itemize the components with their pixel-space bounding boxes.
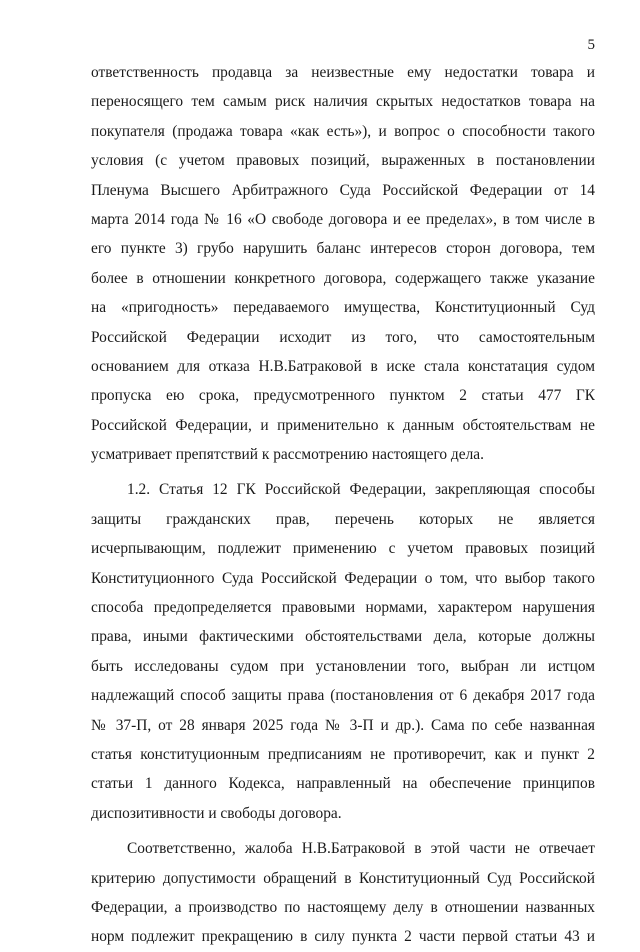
text-line: переносящего тем самым риск наличия скрытых недостатков товара на — [91, 93, 595, 111]
text-line: права, иными фактическими обстоятельствами дела, которые должны — [91, 628, 595, 646]
text-line: Российской Федерации, и применительно к данным обстоятельствам не — [91, 416, 595, 434]
text-line: его пункте 3) грубо нарушить баланс интересов сторон договора, тем — [91, 240, 595, 258]
text-line: статья конституционным предписаниям не противоречит, как и пункт 2 — [91, 745, 595, 763]
text-line: пропуска ею срока, предусмотренного пунктом 2 статьи 477 ГК — [91, 387, 595, 405]
text-line: основанием для отказа Н.В.Батраковой в иске стала констатация судом — [91, 357, 595, 375]
text-line: Российской Федерации исходит из того, что самостоятельным — [91, 328, 595, 346]
text-line: норм подлежит прекращению в силу пункта 2 части первой статьи 43 и — [91, 928, 595, 946]
text-line: условия (с учетом правовых позиций, выраженных в постановлении — [91, 152, 595, 170]
text-line: надлежащий способ защиты права (постановления от 6 декабря 2017 года — [91, 687, 595, 705]
text-line: критерию допустимости обращений в Конституционный Суд Российской — [91, 869, 595, 887]
paragraph — [91, 58, 595, 469]
document-body — [91, 58, 595, 952]
text-line: усматривает препятствий к рассмотрению настоящего дела. — [91, 446, 484, 464]
text-line: статьи 1 данного Кодекса, направленный на обеспечение принципов — [91, 775, 595, 793]
text-line: быть исследованы судом при установлении того, выбран ли истцом — [91, 657, 595, 675]
page-number: 5 — [587, 37, 595, 53]
text-line: Конституционного Суда Российской Федерации о том, что выбор такого — [91, 569, 595, 587]
paragraph — [91, 475, 595, 828]
text-line: более в отношении конкретного договора, содержащего также указание — [91, 269, 595, 287]
text-line: диспозитивности и свободы договора. — [91, 804, 342, 822]
text-line: покупателя (продажа товара «как есть»), и вопрос о способности такого — [91, 122, 595, 140]
text-line: ответственность продавца за неизвестные ему недостатки товара и — [91, 64, 595, 81]
text-line: исчерпывающим, подлежит применению с учетом правовых позиций — [91, 540, 595, 558]
text-line: 1.2. Статья 12 ГК Российской Федерации, закрепляющая способы — [127, 481, 595, 499]
paragraph — [91, 834, 595, 952]
text-line: на «пригодность» передаваемого имущества, Конституционный Суд — [91, 299, 595, 317]
text-line: Федерации, а производство по настоящему делу в отношении названных — [91, 898, 595, 916]
text-line: марта 2014 года № 16 «О свободе договора и ее пределах», в том числе в — [91, 210, 595, 228]
text-line: способа предопределяется правовыми нормами, характером нарушения — [91, 599, 595, 617]
text-line: № 37-П, от 28 января 2025 года № 3-П и др.). Сама по себе названная — [91, 716, 595, 734]
text-line: защиты гражданских прав, перечень которых не является — [91, 510, 595, 528]
text-line: Пленума Высшего Арбитражного Суда Российской Федерации от 14 — [91, 181, 595, 199]
text-line: Соответственно, жалоба Н.В.Батраковой в этой части не отвечает — [127, 840, 595, 858]
